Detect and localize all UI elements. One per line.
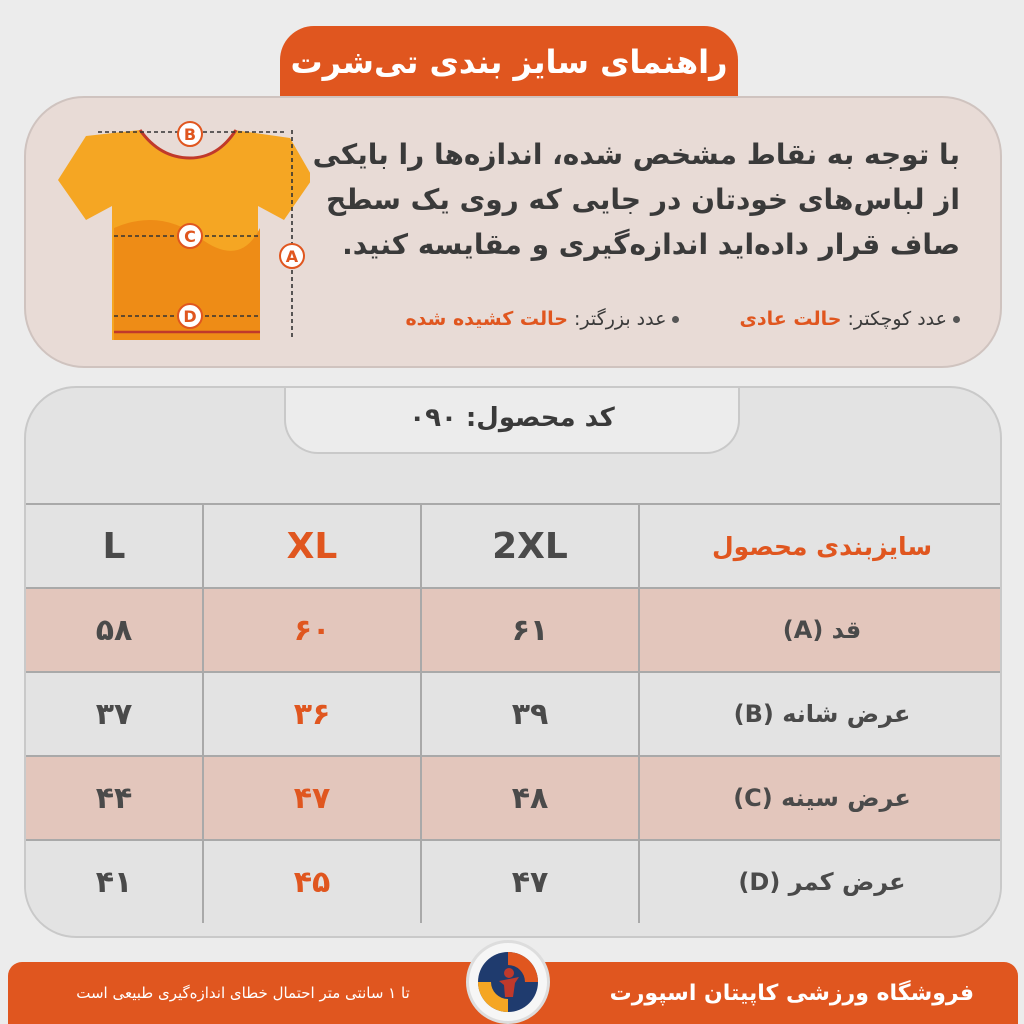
page-title-banner [280, 26, 738, 98]
cell-xl: ۴۷ [204, 757, 422, 839]
cell-2xl: ۳۹ [422, 673, 640, 755]
page-title: راهنمای سایز بندی تی‌شرت [290, 43, 728, 81]
instructions-card [24, 96, 1002, 368]
bullet-icon [672, 316, 679, 323]
header-xl: XL [204, 505, 422, 587]
cell-l: ۵۸ [26, 589, 204, 671]
legend-large: عدد بزرگتر: حالت کشیده شده [405, 308, 679, 330]
store-logo [466, 940, 550, 1024]
marker-c-label: C [184, 227, 196, 246]
product-code: کد محصول: ۰۹۰ [284, 386, 740, 454]
cell-xl: ۳۶ [204, 673, 422, 755]
tshirt-diagram [40, 118, 310, 350]
cell-2xl: ۴۷ [422, 841, 640, 923]
instructions-text [290, 132, 960, 267]
instructions-line-3: صاف قرار داده‌اید اندازه‌گیری و مقایسه کنید. [342, 228, 960, 261]
row-label: عرض شانه (B) [733, 700, 911, 728]
table-row [26, 587, 1002, 671]
table-row [26, 839, 1002, 923]
marker-b-label: B [183, 125, 197, 144]
size-table-card [24, 386, 1002, 938]
cell-l: ۴۱ [26, 841, 204, 923]
logo-icon [473, 947, 543, 1017]
measurement-legend [280, 308, 960, 330]
row-label: عرض کمر (D) [738, 868, 906, 896]
cell-l: ۴۴ [26, 757, 204, 839]
size-table [26, 503, 1002, 923]
bullet-icon [953, 316, 960, 323]
instructions-line-2: از لباس‌های خودتان در جایی که روی یک سطح [325, 183, 960, 216]
cell-2xl: ۴۸ [422, 757, 640, 839]
row-label: عرض سینه (C) [733, 784, 911, 812]
legend-small-value: حالت عادی [739, 308, 842, 330]
table-row [26, 671, 1002, 755]
store-name: فروشگاه ورزشی کاپیتان اسپورت [609, 980, 974, 1006]
table-row [26, 755, 1002, 839]
table-header-row [26, 503, 1002, 587]
cell-l: ۳۷ [26, 673, 204, 755]
marker-d-label: D [183, 307, 197, 326]
header-2xl: 2XL [422, 505, 640, 587]
marker-a-label: A [285, 247, 299, 266]
cell-xl: ۴۵ [204, 841, 422, 923]
cell-xl: ۶۰ [204, 589, 422, 671]
header-l: L [26, 505, 204, 587]
legend-large-value: حالت کشیده شده [405, 308, 568, 330]
legend-small: عدد کوچکتر: حالت عادی [739, 308, 960, 330]
footer-note: تا ۱ سانتی متر احتمال خطای اندازه‌گیری طبیعی است [76, 984, 410, 1002]
header-size-label: سایزبندی محصول [711, 531, 933, 561]
row-label: قد (A) [782, 616, 862, 644]
cell-2xl: ۶۱ [422, 589, 640, 671]
instructions-line-1: با توجه به نقاط مشخص شده، اندازه‌ها را بایکی [312, 138, 960, 171]
